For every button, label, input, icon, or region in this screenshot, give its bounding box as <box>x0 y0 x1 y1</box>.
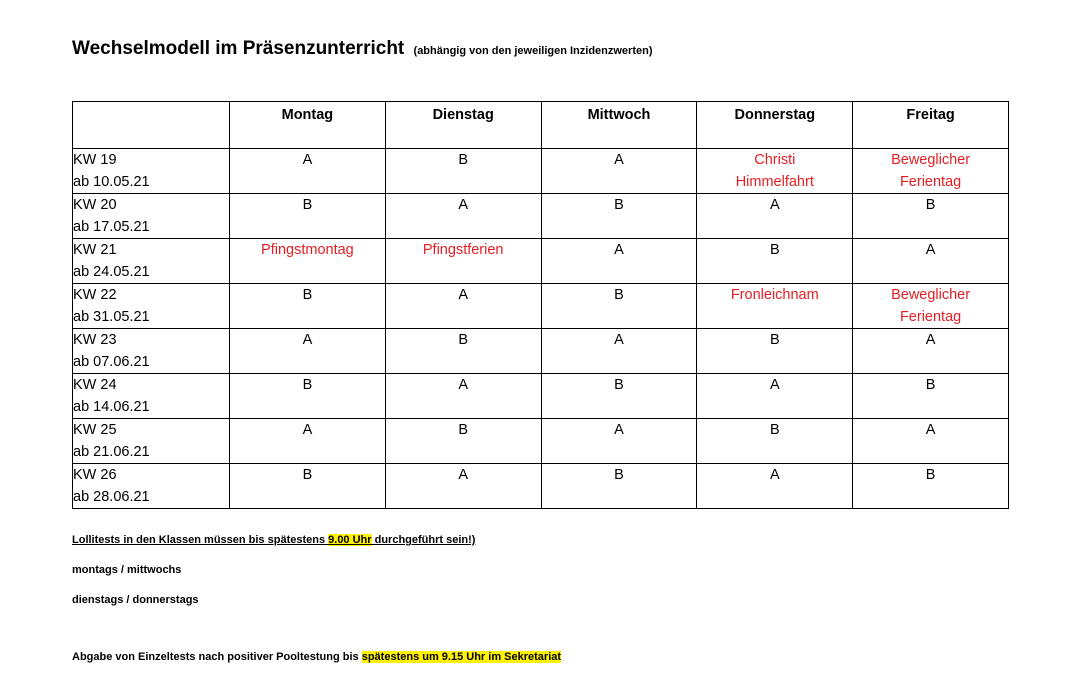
group-cell-dienstag <box>385 419 541 464</box>
group-label: B <box>302 467 313 483</box>
table-row <box>73 329 1009 374</box>
group-cell-dienstag <box>385 464 541 509</box>
group-cell-mittwoch <box>541 284 697 329</box>
note-dienstags-donnerstags: dienstags / donnerstags <box>72 594 199 606</box>
holiday-cell-freitag <box>853 284 1009 329</box>
group-cell-donnerstag <box>697 239 853 284</box>
group-label: B <box>302 197 313 213</box>
header-cell-donnerstag: Donnerstag <box>697 102 853 149</box>
group-cell-mittwoch <box>541 239 697 284</box>
group-label: B <box>302 287 313 303</box>
week-start-date: ab 31.05.21 <box>73 309 150 325</box>
title-subtitle: (abhängig von den jeweiligen Inzidenzwerten) <box>413 45 653 57</box>
note-montags-mittwochs: montags / mittwochs <box>72 564 182 576</box>
group-cell-freitag <box>853 239 1009 284</box>
table-row <box>73 374 1009 419</box>
group-label: A <box>302 152 313 168</box>
group-cell-montag <box>230 464 386 509</box>
group-label: B <box>614 467 624 483</box>
group-label: B <box>458 332 469 348</box>
group-label: B <box>614 287 624 303</box>
group-label: A <box>458 467 469 483</box>
holiday-cell-donnerstag <box>697 284 853 329</box>
title-main: Wechselmodell im Präsenzunterricht <box>72 38 405 59</box>
group-label: B <box>302 377 313 393</box>
lollitest-text-end: durchgeführt sein!) <box>371 534 476 546</box>
group-cell-freitag <box>853 374 1009 419</box>
table-row <box>73 464 1009 509</box>
group-label: A <box>458 287 469 303</box>
holiday-label: Himmelfahrt <box>735 174 814 190</box>
group-cell-dienstag <box>385 284 541 329</box>
week-number: KW 24 <box>73 377 117 393</box>
week-cell <box>73 464 230 509</box>
group-cell-freitag <box>853 194 1009 239</box>
holiday-label: Pfingstferien <box>422 242 504 258</box>
week-number: KW 22 <box>73 287 117 303</box>
week-cell <box>73 194 230 239</box>
group-cell-donnerstag <box>697 419 853 464</box>
group-label: B <box>769 332 780 348</box>
group-label: A <box>614 422 624 438</box>
header-cell-mittwoch: Mittwoch <box>541 102 697 149</box>
week-number: KW 23 <box>73 332 117 348</box>
week-start-date: ab 21.06.21 <box>73 444 150 460</box>
holiday-label: Pfingstmontag <box>261 242 354 258</box>
group-label: B <box>614 377 624 393</box>
group-cell-donnerstag <box>697 464 853 509</box>
group-cell-donnerstag <box>697 194 853 239</box>
lollitest-time-highlight: 9.00 Uhr <box>328 534 372 546</box>
group-cell-montag <box>230 374 386 419</box>
holiday-label: Ferientag <box>899 309 962 325</box>
group-cell-dienstag <box>385 149 541 194</box>
table-row <box>73 419 1009 464</box>
holiday-label: Beweglicher <box>891 152 971 168</box>
table-row <box>73 284 1009 329</box>
group-cell-donnerstag <box>697 329 853 374</box>
group-cell-montag <box>230 149 386 194</box>
table-row <box>73 149 1009 194</box>
week-number: KW 25 <box>73 422 117 438</box>
header-cell-dienstag: Dienstag <box>385 102 541 149</box>
group-cell-montag <box>230 329 386 374</box>
group-cell-mittwoch <box>541 194 697 239</box>
group-label: A <box>925 242 936 258</box>
week-cell <box>73 329 230 374</box>
group-cell-mittwoch <box>541 464 697 509</box>
group-cell-dienstag <box>385 329 541 374</box>
group-label: B <box>925 197 936 213</box>
week-number: KW 20 <box>73 197 117 213</box>
group-label: B <box>458 422 469 438</box>
group-label: A <box>925 422 936 438</box>
einzeltest-note <box>72 651 561 663</box>
group-cell-montag <box>230 419 386 464</box>
holiday-label: Fronleichnam <box>730 287 819 303</box>
week-start-date: ab 07.06.21 <box>73 354 150 370</box>
week-number: KW 21 <box>73 242 117 258</box>
group-label: A <box>302 422 313 438</box>
week-cell <box>73 374 230 419</box>
header-row <box>73 102 1009 149</box>
einzeltest-text: Abgabe von Einzeltests nach positiver Pooltestung bis <box>72 651 362 663</box>
group-cell-mittwoch <box>541 419 697 464</box>
group-label: A <box>769 197 780 213</box>
lollitest-text: Lollitests in den Klassen müssen bis spätestens <box>72 534 329 546</box>
table-row <box>73 239 1009 284</box>
holiday-cell-dienstag <box>385 239 541 284</box>
week-cell <box>73 149 230 194</box>
group-cell-dienstag <box>385 374 541 419</box>
einzeltest-highlight: spätestens um 9.15 Uhr im Sekretariat <box>361 651 562 663</box>
group-label: A <box>614 242 624 258</box>
group-label: B <box>925 377 936 393</box>
group-cell-freitag <box>853 329 1009 374</box>
group-cell-freitag <box>853 419 1009 464</box>
group-label: A <box>302 332 313 348</box>
group-label: A <box>614 152 624 168</box>
group-label: A <box>769 377 780 393</box>
group-label: B <box>614 197 624 213</box>
header-cell-montag: Montag <box>230 102 386 149</box>
week-cell <box>73 419 230 464</box>
group-label: A <box>769 467 780 483</box>
week-number: KW 26 <box>73 467 117 483</box>
schedule-body <box>73 149 1009 509</box>
week-number: KW 19 <box>73 152 117 168</box>
week-start-date: ab 14.06.21 <box>73 399 150 415</box>
group-cell-montag <box>230 194 386 239</box>
group-label: A <box>925 332 936 348</box>
group-label: B <box>769 422 780 438</box>
holiday-cell-freitag <box>853 149 1009 194</box>
group-label: B <box>925 467 936 483</box>
week-cell <box>73 239 230 284</box>
group-label: B <box>769 242 780 258</box>
group-cell-mittwoch <box>541 149 697 194</box>
group-cell-donnerstag <box>697 374 853 419</box>
group-label: B <box>458 152 469 168</box>
week-start-date: ab 28.06.21 <box>73 489 150 505</box>
holiday-label: Christi <box>754 152 796 168</box>
week-start-date: ab 17.05.21 <box>73 219 150 235</box>
week-cell <box>73 284 230 329</box>
group-cell-mittwoch <box>541 374 697 419</box>
group-label: A <box>614 332 624 348</box>
group-cell-dienstag <box>385 194 541 239</box>
holiday-label: Ferientag <box>899 174 962 190</box>
table-row <box>73 194 1009 239</box>
holiday-cell-donnerstag <box>697 149 853 194</box>
group-label: A <box>458 197 469 213</box>
week-start-date: ab 24.05.21 <box>73 264 150 280</box>
lollitest-note <box>72 534 475 546</box>
group-cell-mittwoch <box>541 329 697 374</box>
week-start-date: ab 10.05.21 <box>73 174 150 190</box>
holiday-label: Beweglicher <box>891 287 971 303</box>
group-cell-montag <box>230 284 386 329</box>
group-label: A <box>458 377 469 393</box>
group-cell-freitag <box>853 464 1009 509</box>
header-cell <box>73 102 230 149</box>
page-title <box>72 38 653 60</box>
holiday-cell-montag <box>230 239 386 284</box>
header-cell-freitag: Freitag <box>853 102 1009 149</box>
schedule-table <box>72 101 1009 509</box>
